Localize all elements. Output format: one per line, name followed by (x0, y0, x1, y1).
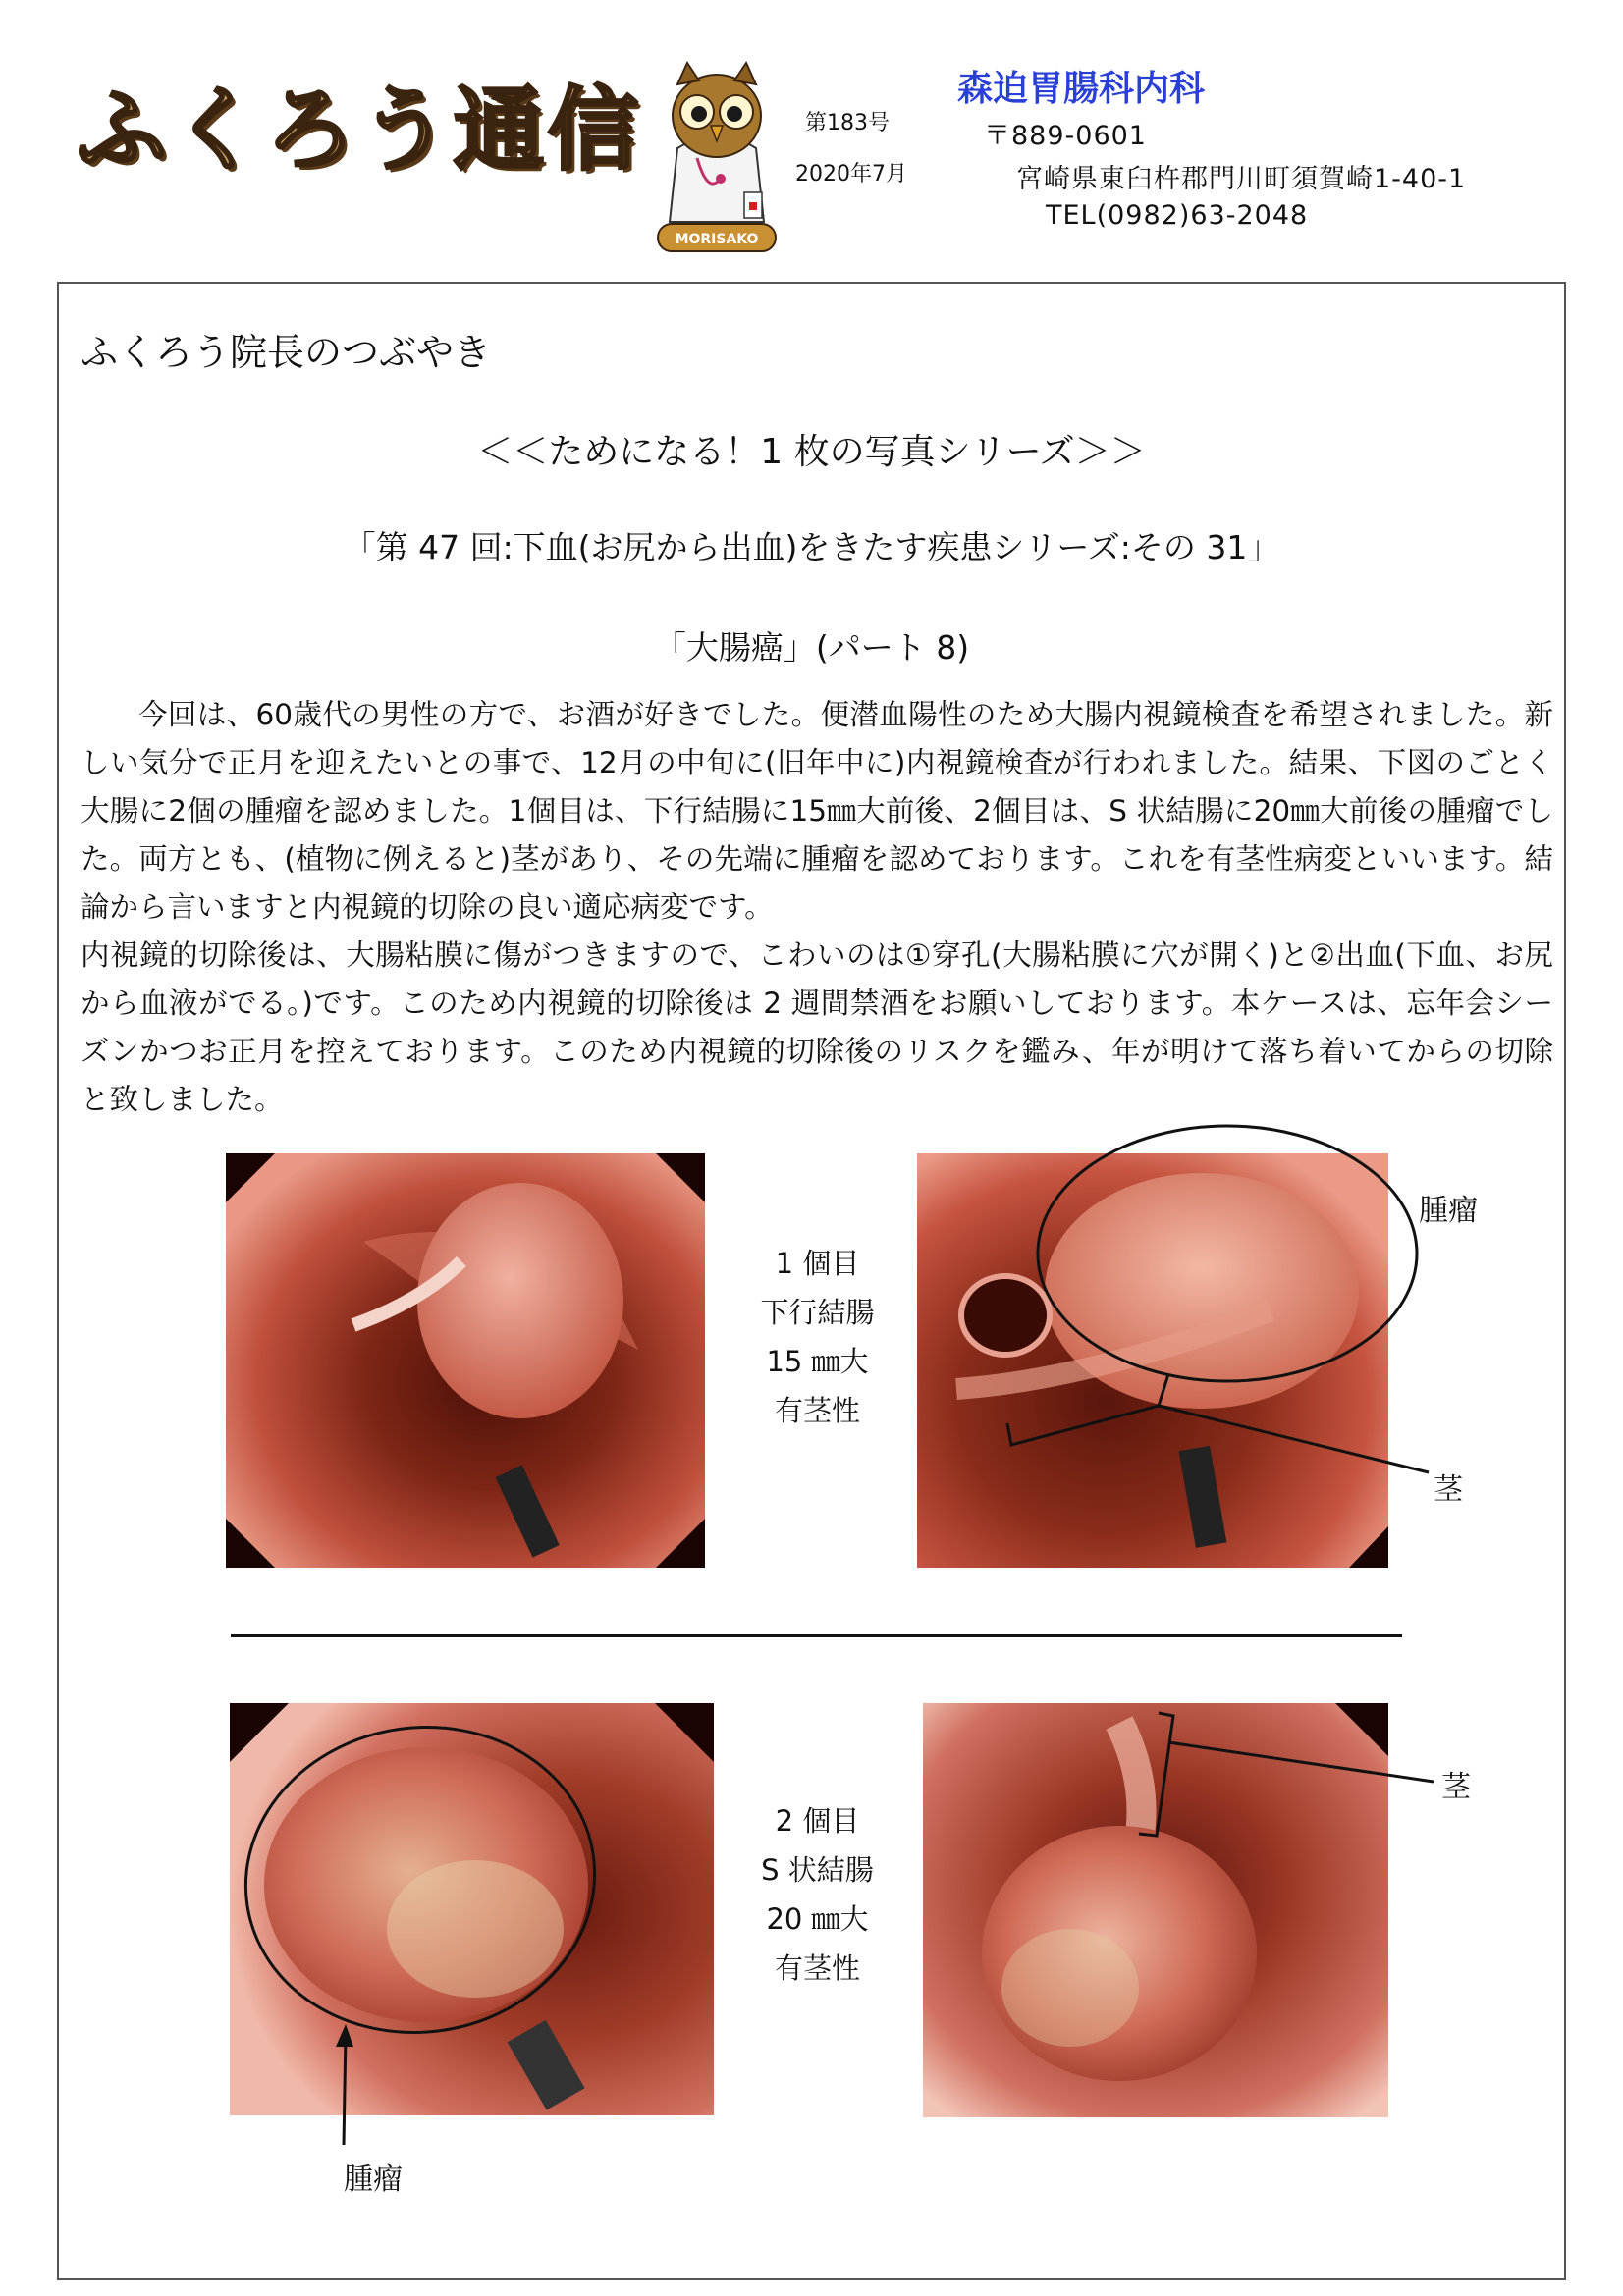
clinic-tel: TEL(0982)63-2048 (1046, 200, 1309, 231)
newsletter-title: ふくろう通信 (77, 77, 643, 183)
paragraph: 内視鏡的切除後は、大腸粘膜に傷がつきますので、こわいのは①穿孔(大腸粘膜に穴が開く)と②出血(下血、お尻から血液がでる。)です。このため内視鏡的切除後は 2 週間禁酒をお願いしております。本ケースは、忘年会シーズンかつお正月を控えております。このため内視鏡的切除後のリスクを鑑み、年が明けて落ち着いてからの切除と致しました。 (81, 938, 1553, 1116)
case-type: 有茎性 (774, 1951, 860, 1985)
clinic-name: 森迫胃腸科内科 (957, 69, 1206, 109)
label-stalk: 茎 (1441, 1770, 1471, 1804)
issue-date: 2020年7月 (795, 162, 907, 187)
label-stalk: 茎 (1434, 1472, 1463, 1507)
issue-number: 第183号 (805, 111, 890, 135)
tumor-arrow (344, 2032, 346, 2145)
stalk-leader-line (1168, 1742, 1434, 1782)
episode-title: 「第 47 回:下血(お尻から出血)をきたす疾患シリーズ:その 31」 (343, 528, 1280, 566)
case-size: 15 ㎜大 (766, 1345, 869, 1378)
arrow-head (336, 2024, 353, 2047)
case-site: 下行結腸 (760, 1296, 875, 1329)
case-number: 1 個目 (775, 1247, 860, 1280)
series-title: ＜＜ためになる！1 枚の写真シリーズ＞＞ (477, 432, 1146, 472)
case-size: 20 ㎜大 (766, 1902, 869, 1936)
label-tumor: 腫瘤 (1419, 1194, 1478, 1228)
case-site: S 状結腸 (761, 1853, 874, 1887)
column-title: ふくろう院長のつぶやき (81, 331, 492, 374)
clinic-address: 宮崎県東臼杵郡門川町須賀崎1-40-1 (1016, 164, 1467, 194)
topic-title: 「大腸癌」(パート 8) (653, 628, 970, 667)
case-number: 2 個目 (775, 1804, 860, 1838)
postal-code: 〒889-0601 (984, 121, 1147, 151)
logo-text: MORISAKO (675, 232, 759, 247)
case-type: 有茎性 (774, 1394, 860, 1427)
stalk-bracket (1139, 1713, 1173, 1836)
paragraph: 今回は、60歳代の男性の方で、お酒が好きでした。便潜血陽性のため大腸内視鏡検査を希望されました。新しい気分で正月を迎えたいとの事で、12月の中旬に(旧年中に)内視鏡検査が行われました。結果、下図のごとく大腸に2個の腫瘤を認めました。1個目は、下行結腸に15㎜大前後、2個目は、S 状結腸に20㎜大前後の腫瘤でした。両方とも、(植物に例えると)茎があり、その先端に腫瘤を認めております。これを有茎性病変といいます。結論から言いますと内視鏡的切除の良い適応病変です。 (81, 698, 1553, 924)
tumor-circle (226, 1705, 615, 2056)
label-tumor: 腫瘤 (344, 2163, 403, 2197)
